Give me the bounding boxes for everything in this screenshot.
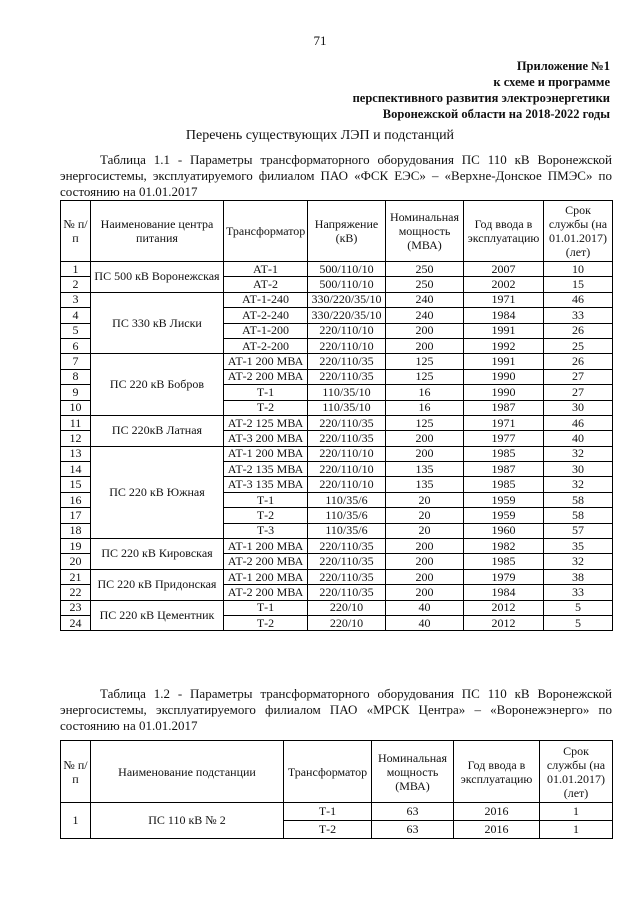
table2-caption-text: Таблица 1.2 - Параметры трансформаторного оборудования ПС 110 кВ Воронежской энергосистемы, эксплуатируемого филиалом ПАО «МРСК Центра» – «Воронежэнерго» по состоянию на 01.01.2017 (60, 686, 612, 733)
transformer-cell: Т-2 (224, 400, 308, 415)
center-name-cell: ПС 220 кВ Кировская (91, 539, 224, 570)
year-cell: 2002 (464, 277, 544, 292)
center-name-cell: ПС 220кВ Латная (91, 415, 224, 446)
row-number: 2 (61, 277, 91, 292)
power-cell: 200 (386, 338, 464, 353)
service-life-cell: 25 (544, 338, 613, 353)
voltage-cell: 330/220/35/10 (308, 292, 386, 307)
service-life-cell: 27 (544, 385, 613, 400)
year-cell: 1991 (464, 323, 544, 338)
power-cell: 20 (386, 508, 464, 523)
voltage-cell: 220/110/10 (308, 477, 386, 492)
service-life-cell: 57 (544, 523, 613, 538)
page-number: 71 (313, 33, 327, 48)
row-number: 15 (61, 477, 91, 492)
year-cell: 1960 (464, 523, 544, 538)
col-header-year: Год ввода в эксплуатацию (454, 741, 540, 803)
row-number: 3 (61, 292, 91, 307)
service-life-cell: 35 (544, 539, 613, 554)
table-row (61, 600, 613, 615)
year-cell: 1982 (464, 539, 544, 554)
appendix-line: Воронежской области на 2018-2022 годы (382, 107, 610, 121)
col-header-transformer: Трансформатор (284, 741, 372, 803)
transformer-cell: АТ-3 200 МВА (224, 431, 308, 446)
table1-caption-text: Таблица 1.1 - Параметры трансформаторного оборудования ПС 110 кВ Воронежской энергосистемы, эксплуатируемого филиалом ПАО «ФСК ЕЭС» – «Верхне-Донское ПМЭС» по состоянию на 01.01.2017 (60, 152, 612, 199)
transformer-table-mrsk (60, 740, 613, 839)
row-number: 14 (61, 462, 91, 477)
row-number: 10 (61, 400, 91, 415)
center-name-cell: ПС 330 кВ Лиски (91, 292, 224, 354)
row-number: 6 (61, 338, 91, 353)
service-life-cell: 1 (540, 803, 613, 821)
col-header-substation: Наименование подстанции (91, 741, 284, 803)
power-cell: 240 (386, 292, 464, 307)
power-cell: 40 (386, 615, 464, 630)
power-cell: 200 (386, 554, 464, 569)
row-number: 8 (61, 369, 91, 384)
table-row (61, 415, 613, 430)
year-cell: 1985 (464, 554, 544, 569)
power-cell: 16 (386, 385, 464, 400)
power-cell: 250 (386, 277, 464, 292)
power-cell: 200 (386, 323, 464, 338)
power-cell: 16 (386, 400, 464, 415)
voltage-cell: 110/35/6 (308, 508, 386, 523)
voltage-cell: 220/110/35 (308, 431, 386, 446)
voltage-cell: 220/110/35 (308, 415, 386, 430)
service-life-cell: 58 (544, 508, 613, 523)
voltage-cell: 220/110/35 (308, 554, 386, 569)
row-number: 16 (61, 492, 91, 507)
voltage-cell: 220/110/10 (308, 446, 386, 461)
power-cell: 40 (386, 600, 464, 615)
power-cell: 20 (386, 492, 464, 507)
col-header-service-life: Срок службы (на 01.01.2017) (лет) (540, 741, 613, 803)
row-number: 4 (61, 308, 91, 323)
year-cell: 2007 (464, 262, 544, 277)
row-number: 23 (61, 600, 91, 615)
appendix-line: к схеме и программе (493, 75, 610, 89)
transformer-cell: АТ-2 200 МВА (224, 369, 308, 384)
table2-caption (60, 686, 612, 734)
transformer-cell: Т-1 (224, 385, 308, 400)
center-name-cell: ПС 220 кВ Придонская (91, 569, 224, 600)
year-cell: 2012 (464, 600, 544, 615)
transformer-cell: Т-2 (224, 508, 308, 523)
power-cell: 135 (386, 477, 464, 492)
year-cell: 2016 (454, 803, 540, 821)
voltage-cell: 220/110/35 (308, 569, 386, 584)
voltage-cell: 220/110/35 (308, 539, 386, 554)
service-life-cell: 5 (544, 615, 613, 630)
list-title: Перечень существующих ЛЭП и подстанций (185, 128, 455, 143)
power-cell: 125 (386, 354, 464, 369)
transformer-cell: АТ-3 135 МВА (224, 477, 308, 492)
power-cell: 63 (372, 803, 454, 821)
center-name-cell: ПС 500 кВ Воронежская (91, 262, 224, 293)
year-cell: 1984 (464, 585, 544, 600)
center-name-cell: ПС 220 кВ Цементник (91, 600, 224, 631)
year-cell: 1991 (464, 354, 544, 369)
service-life-cell: 27 (544, 369, 613, 384)
voltage-cell: 220/10 (308, 600, 386, 615)
power-cell: 20 (386, 523, 464, 538)
year-cell: 1984 (464, 308, 544, 323)
power-cell: 200 (386, 431, 464, 446)
voltage-cell: 110/35/6 (308, 523, 386, 538)
service-life-cell: 46 (544, 415, 613, 430)
row-number: 12 (61, 431, 91, 446)
service-life-cell: 1 (540, 821, 613, 839)
transformer-cell: АТ-2 125 МВА (224, 415, 308, 430)
voltage-cell: 220/110/35 (308, 354, 386, 369)
table-row (61, 292, 613, 307)
power-cell: 200 (386, 539, 464, 554)
transformer-cell: АТ-1 (224, 262, 308, 277)
year-cell: 1987 (464, 400, 544, 415)
voltage-cell: 110/35/10 (308, 385, 386, 400)
service-life-cell: 33 (544, 585, 613, 600)
table-row (61, 569, 613, 584)
transformer-cell: АТ-2 (224, 277, 308, 292)
transformer-cell: АТ-2-200 (224, 338, 308, 353)
col-header-transformer: Трансформатор (224, 201, 308, 262)
service-life-cell: 26 (544, 354, 613, 369)
transformer-cell: АТ-1 200 МВА (224, 569, 308, 584)
power-cell: 200 (386, 585, 464, 600)
year-cell: 1987 (464, 462, 544, 477)
voltage-cell: 220/110/10 (308, 462, 386, 477)
transformer-cell: АТ-2 200 МВА (224, 554, 308, 569)
col-header-num: № п/п (61, 741, 91, 803)
col-header-center: Наименование центра питания (91, 201, 224, 262)
power-cell: 240 (386, 308, 464, 323)
transformer-cell: Т-1 (224, 492, 308, 507)
voltage-cell: 500/110/10 (308, 262, 386, 277)
service-life-cell: 40 (544, 431, 613, 446)
service-life-cell: 58 (544, 492, 613, 507)
voltage-cell: 220/110/10 (308, 338, 386, 353)
row-number: 9 (61, 385, 91, 400)
voltage-cell: 330/220/35/10 (308, 308, 386, 323)
service-life-cell: 10 (544, 262, 613, 277)
year-cell: 1971 (464, 292, 544, 307)
power-cell: 63 (372, 821, 454, 839)
table-row (61, 354, 613, 369)
transformer-cell: АТ-1 200 МВА (224, 354, 308, 369)
table-row (61, 446, 613, 461)
table1-caption (60, 152, 612, 200)
col-header-voltage: Напряжение (кВ) (308, 201, 386, 262)
row-number: 1 (61, 262, 91, 277)
transformer-cell: Т-2 (284, 821, 372, 839)
col-header-num: № п/п (61, 201, 91, 262)
table-header-row (61, 201, 613, 262)
year-cell: 1992 (464, 338, 544, 353)
appendix-line: перспективного развития электроэнергетики (352, 91, 610, 105)
power-cell: 125 (386, 415, 464, 430)
service-life-cell: 33 (544, 308, 613, 323)
center-name-cell: ПС 220 кВ Бобров (91, 354, 224, 416)
transformer-cell: Т-3 (224, 523, 308, 538)
row-number: 1 (61, 803, 91, 839)
row-number: 22 (61, 585, 91, 600)
power-cell: 250 (386, 262, 464, 277)
transformer-cell: АТ-1 200 МВА (224, 446, 308, 461)
col-header-power: Номинальная мощность (МВА) (372, 741, 454, 803)
row-number: 24 (61, 615, 91, 630)
service-life-cell: 30 (544, 400, 613, 415)
service-life-cell: 46 (544, 292, 613, 307)
year-cell: 1977 (464, 431, 544, 446)
service-life-cell: 32 (544, 477, 613, 492)
transformer-cell: Т-2 (224, 615, 308, 630)
voltage-cell: 220/10 (308, 615, 386, 630)
year-cell: 1971 (464, 415, 544, 430)
year-cell: 2016 (454, 821, 540, 839)
row-number: 7 (61, 354, 91, 369)
substation-name-cell: ПС 110 кВ № 2 (91, 803, 284, 839)
transformer-cell: АТ-2-240 (224, 308, 308, 323)
year-cell: 1990 (464, 385, 544, 400)
service-life-cell: 32 (544, 554, 613, 569)
transformer-cell: АТ-2 135 МВА (224, 462, 308, 477)
year-cell: 1979 (464, 569, 544, 584)
power-cell: 200 (386, 446, 464, 461)
col-header-power: Номинальная мощность (МВА) (386, 201, 464, 262)
row-number: 13 (61, 446, 91, 461)
service-life-cell: 38 (544, 569, 613, 584)
service-life-cell: 30 (544, 462, 613, 477)
table-row (61, 803, 613, 821)
transformer-cell: Т-1 (224, 600, 308, 615)
voltage-cell: 220/110/10 (308, 323, 386, 338)
voltage-cell: 220/110/35 (308, 585, 386, 600)
service-life-cell: 5 (544, 600, 613, 615)
table1-body (61, 262, 613, 631)
transformer-cell: АТ-1-200 (224, 323, 308, 338)
appendix-line: Приложение №1 (516, 59, 610, 73)
row-number: 18 (61, 523, 91, 538)
transformer-cell: АТ-1 200 МВА (224, 539, 308, 554)
year-cell: 1985 (464, 446, 544, 461)
center-name-cell: ПС 220 кВ Южная (91, 446, 224, 538)
row-number: 17 (61, 508, 91, 523)
table-row (61, 539, 613, 554)
transformer-cell: АТ-2 200 МВА (224, 585, 308, 600)
voltage-cell: 500/110/10 (308, 277, 386, 292)
service-life-cell: 15 (544, 277, 613, 292)
table-header-row (61, 741, 613, 803)
voltage-cell: 220/110/35 (308, 369, 386, 384)
table-row (61, 262, 613, 277)
year-cell: 1990 (464, 369, 544, 384)
power-cell: 135 (386, 462, 464, 477)
voltage-cell: 110/35/10 (308, 400, 386, 415)
service-life-cell: 26 (544, 323, 613, 338)
transformer-table-fsk (60, 200, 613, 631)
year-cell: 1985 (464, 477, 544, 492)
year-cell: 2012 (464, 615, 544, 630)
year-cell: 1959 (464, 492, 544, 507)
transformer-cell: Т-1 (284, 803, 372, 821)
appendix-header (353, 58, 610, 122)
service-life-cell: 32 (544, 446, 613, 461)
row-number: 20 (61, 554, 91, 569)
power-cell: 200 (386, 569, 464, 584)
power-cell: 125 (386, 369, 464, 384)
voltage-cell: 110/35/6 (308, 492, 386, 507)
row-number: 19 (61, 539, 91, 554)
row-number: 21 (61, 569, 91, 584)
col-header-year: Год ввода в эксплуатацию (464, 201, 544, 262)
col-header-service-life: Срок службы (на 01.01.2017) (лет) (544, 201, 613, 262)
year-cell: 1959 (464, 508, 544, 523)
row-number: 5 (61, 323, 91, 338)
row-number: 11 (61, 415, 91, 430)
transformer-cell: АТ-1-240 (224, 292, 308, 307)
table2-body (61, 803, 613, 839)
